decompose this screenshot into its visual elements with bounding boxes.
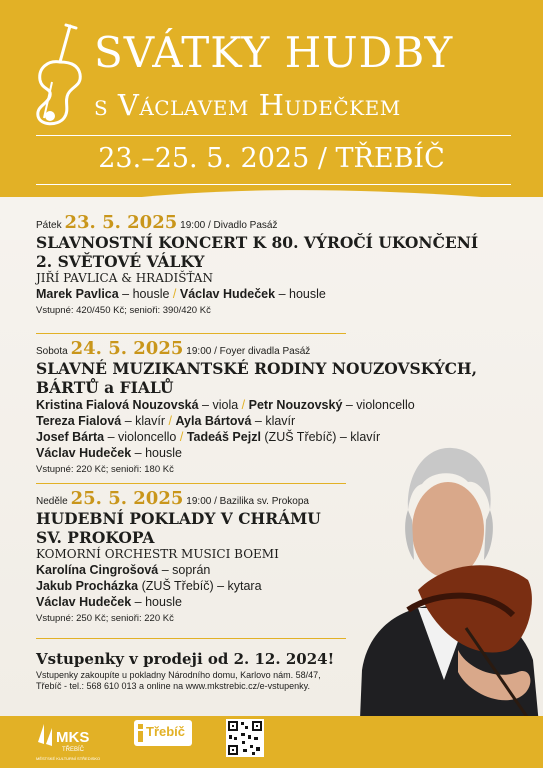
performer-role: – housle <box>131 595 182 609</box>
performer-row <box>36 562 321 578</box>
performer-role: – violoncello <box>104 430 177 444</box>
performer-role: (ZUŠ Třebíč) – klavír <box>260 430 381 444</box>
event-1 <box>36 212 478 317</box>
mks-logo-city: TŘEBÍČ <box>62 747 85 753</box>
separator: / <box>179 430 184 444</box>
qr-code-icon <box>226 719 264 757</box>
event-title-line2: 2. SVĚTOVÉ VÁLKY <box>36 252 205 271</box>
performer-row <box>36 286 478 302</box>
performer-row <box>36 413 477 429</box>
separator: / <box>168 414 172 428</box>
performer-role: – soprán <box>158 563 211 577</box>
performer-name: Václav Hudeček <box>179 287 276 301</box>
performer-row <box>36 594 321 610</box>
event-date-line <box>36 338 477 359</box>
festival-title: SVÁTKY HUDBY <box>94 28 454 77</box>
performer-name: Jakub Procházka <box>36 579 139 593</box>
performer-role: – klavír <box>251 414 296 428</box>
event-3 <box>36 488 321 625</box>
performer-role: – violoncello <box>342 398 415 412</box>
separator: / <box>241 398 246 412</box>
event-date-line <box>36 488 321 509</box>
event-title-line1: SLAVNÉ MUZIKANTSKÉ RODINY NOUZOVSKÝCH, <box>36 359 477 378</box>
event-day: Sobota <box>36 346 68 357</box>
tickets-announcement: Vstupenky v prodeji od 2. 12. 2024! <box>36 650 335 668</box>
performer-name: Marek Pavlica <box>36 287 119 301</box>
trebic-logo-text: Třebíč <box>146 724 186 739</box>
performer-name: Petr Nouzovský <box>248 398 343 412</box>
event-date: 24. 5. 2025 <box>70 338 184 359</box>
performer-role: (ZUŠ Třebíč) – kytara <box>138 579 262 593</box>
event-time-venue: 19:00 / Foyer divadla Pasáž <box>186 346 311 357</box>
event-title-line1: SLAVNOSTNÍ KONCERT K 80. VÝROČÍ UKONČENÍ <box>36 233 479 252</box>
trebic-logo-icon <box>137 724 144 742</box>
performer-row <box>36 397 477 413</box>
event-price: Vstupné: 220 Kč; senioři: 180 Kč <box>36 464 174 475</box>
event-day: Neděle <box>36 496 68 507</box>
mks-logo-sub: MĚSTSKÉ KULTURNÍ STŘEDISKO <box>36 756 100 761</box>
performer-name: Tadeáš Pejzl <box>186 430 261 444</box>
event-date: 25. 5. 2025 <box>70 488 184 509</box>
violin-logo-icon <box>30 22 90 127</box>
ticket-info-line1: Vstupenky zakoupíte u pokladny Národního domu, Karlovo nám. 58/47, <box>36 670 321 680</box>
separator: / <box>172 287 177 301</box>
performer-name: Karolína Cingrošová <box>36 563 159 577</box>
ticket-info-line2: Třebíč - tel.: 568 610 013 a online na www.mkstrebic.cz/e-vstupenky. <box>36 681 310 691</box>
performer-role: – housle <box>275 287 326 301</box>
event-title-line2: BÁRTŮ a FIALŮ <box>36 378 174 397</box>
festival-dates: 23.–25. 5. 2025 / TŘEBÍČ <box>98 143 445 174</box>
performer-name: Ayla Bártová <box>175 414 252 428</box>
event-time-venue: 19:00 / Divadlo Pasáž <box>180 220 278 231</box>
event-ensemble: JIŘÍ PAVLICA & HRADIŠŤAN <box>36 271 213 285</box>
performer-name: Tereza Fialová <box>36 414 122 428</box>
event-date-line <box>36 212 478 233</box>
festival-subtitle: s Václavem Hudečkem <box>94 88 401 122</box>
event-date: 23. 5. 2025 <box>64 212 178 233</box>
trebic-logo <box>134 720 192 746</box>
performer-name: Václav Hudeček <box>36 595 132 609</box>
performer-name: Josef Bárta <box>36 430 105 444</box>
performer-role: – housle <box>131 446 182 460</box>
event-day: Pátek <box>36 220 62 231</box>
event-divider <box>36 333 346 334</box>
event-ensemble: KOMORNÍ ORCHESTR MUSICI BOEMI <box>36 547 279 561</box>
header-rule-top <box>36 135 511 136</box>
event-price: Vstupné: 420/450 Kč; senioři: 390/420 Kč <box>36 305 211 316</box>
performer-role: – klavír <box>121 414 165 428</box>
event-title-line2: SV. PROKOPA <box>36 528 155 547</box>
performer-role: – housle <box>118 287 170 301</box>
event-divider <box>36 483 346 484</box>
performer-name: Kristina Fialová Nouzovská <box>36 398 199 412</box>
event-title-line1: HUDEBNÍ POKLADY V CHRÁMU <box>36 509 321 528</box>
event-divider <box>36 638 346 639</box>
performer-row <box>36 578 321 594</box>
mks-logo-text: MKS <box>56 729 90 746</box>
performer-name: Václav Hudeček <box>36 446 132 460</box>
event-time-venue: 19:00 / Bazilika sv. Prokopa <box>186 496 309 507</box>
ticket-info <box>36 670 356 692</box>
performer-role: – viola <box>198 398 239 412</box>
event-price: Vstupné: 250 Kč; senioři: 220 Kč <box>36 613 174 624</box>
mks-logo-icon <box>36 722 100 762</box>
